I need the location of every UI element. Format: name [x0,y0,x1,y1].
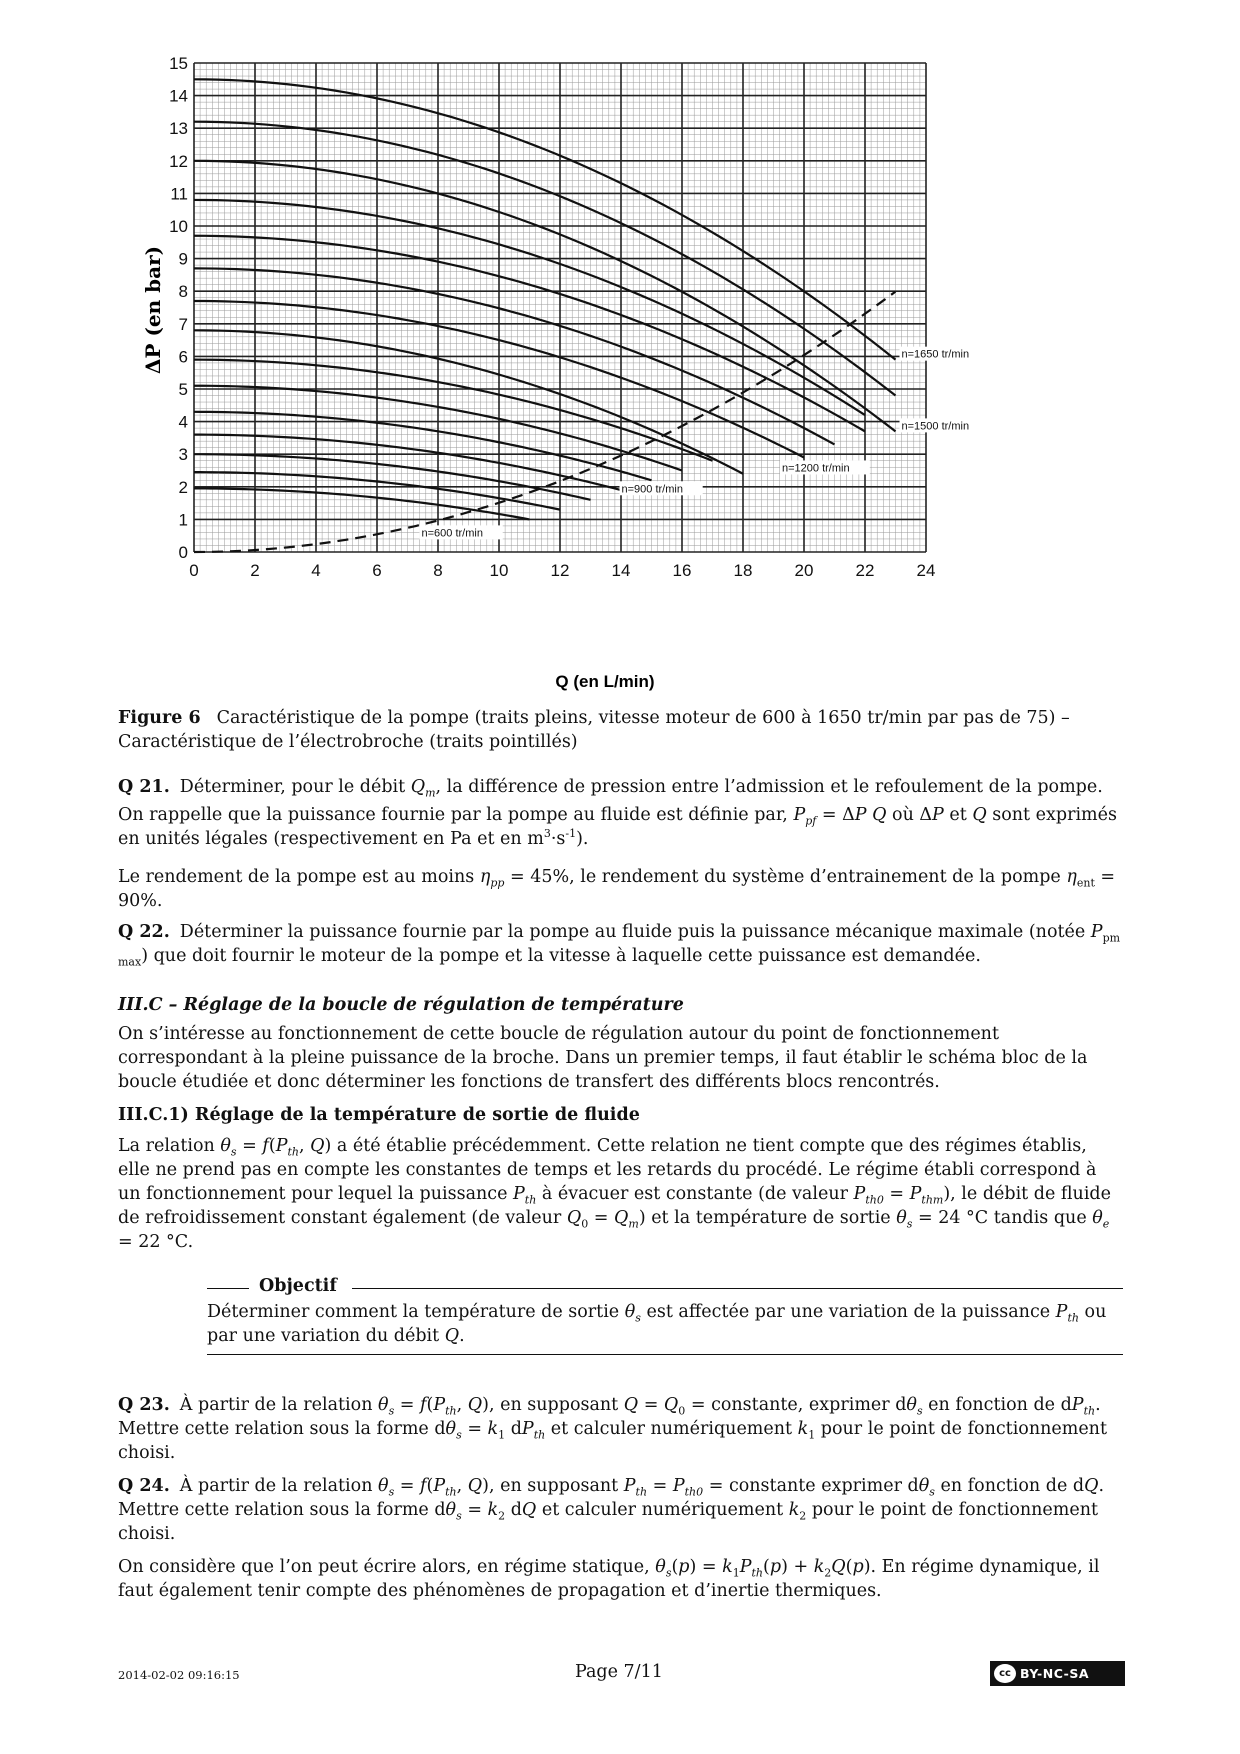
y-tick-label: 11 [170,184,188,204]
objective-text: Déterminer comment la température de sortie $\theta_s$ est affectée par une variation de la puissance $P_{th}$ ou par une variation du débit Q. [207,1300,1123,1355]
section-heading [118,993,1124,1017]
q23-text-7: pour le point de fonctionnement choisi. [118,1419,1107,1463]
q23-paragraph: Q 23. À partir de la relation $\theta_s = f(P_{th}$, Q), en supposant $Q = Q_0$ = constante, exprimer $d\theta_s$ en fonction de $dP_{th}$. Mettre cette relation sous la forme $d\theta_s = k_1$ $dP_{th}$ et calculer numériquement $k_1$ pour le point de fonctionnement choisi. [118,1395,1107,1463]
cc-license-badge [990,1661,1125,1686]
subsection-text-1: La relation [118,1136,221,1156]
x-tick-label: 12 [550,561,570,580]
x-tick-label: 0 [189,561,199,580]
subsection-text-3: à évacuer est constante (de valeur [536,1184,854,1204]
q23-text-2: , en supposant [488,1395,624,1415]
y-tick-label: 7 [178,314,188,334]
y-tick-label: 6 [178,347,188,367]
rappel-text-2: où [886,805,920,825]
rendement-paragraph: Le rendement de la pompe est au moins $\eta_{pp} = 45\%$, le rendement du système d’entrainement de la pompe $\eta_{ent} = 90\%$. [118,867,1116,911]
x-axis-ticks [189,561,935,580]
curve-label: n=900 tr/min [621,483,683,496]
q24-text-4: en fonction de [934,1476,1073,1496]
figure-caption-text: Caractéristique de la pompe (traits pleins, vitesse moteur de 600 à 1650 tr/min par pas de 75) – Caractéristique de l’électrobroche (traits pointillés) [118,708,1070,752]
q24-text-6: et calculer numériquement [536,1500,789,1520]
y-tick-label: 14 [169,86,188,106]
subsection-text-5: ) et la température de sortie [638,1208,897,1228]
y-tick-label: 10 [169,217,188,236]
subsection-heading [118,1103,1124,1127]
final-text-2: . En régime dynamique, il faut également tenir compte des phénomènes de propagation et d’inertie thermiques. [118,1557,1100,1601]
x-tick-label: 2 [250,561,260,580]
objective-text-3: ou par une variation du débit [207,1302,1107,1346]
curve-label: n=1200 tr/min [782,462,850,475]
y-tick-label: 9 [178,249,188,269]
x-tick-label: 18 [733,561,753,580]
y-tick-label: 13 [169,119,188,139]
rappel-text-6: ). [576,829,589,849]
y-tick-label: 15 [169,55,188,73]
subsection-title: III.C.1) Réglage de la température de sortie de fluide [118,1105,640,1125]
q23-text-1: À partir de la relation [179,1395,379,1415]
curve-label: n=1500 tr/min [901,420,970,433]
rendement-text-2: , le rendement du système d’entrainement de la pompe [569,867,1067,887]
y-axis-label: ΔP (en bar) [141,245,165,375]
q23-text-5: . Mettre cette relation sous la forme [118,1395,1101,1439]
subsection-text-2: a été établie précédemment. Cette relation ne tient compte que des régimes établis, elle ne prend pas en compte les constantes de temps et les retards du procédé. Le régime établi correspond à un fonctionnement pour lequel la puissance [118,1136,1097,1204]
y-tick-label: 2 [178,477,188,497]
pump-characteristic-chart [140,55,1060,695]
q21-text-2: , la différence de pression entre l’admission et le refoulement de la pompe. [435,777,1103,797]
q23-number: Q 23. [118,1395,170,1415]
objective-title: Objectif [259,1276,337,1296]
x-axis-label: Q (en L/min) [555,672,655,691]
rappel-text-1: On rappelle que la puissance fournie par la pompe au fluide est définie par, [118,805,794,825]
q23-text-3: , exprimer [797,1395,896,1415]
q24-text-5: . Mettre cette relation sous la forme [118,1476,1105,1520]
rappel-text-5: ·s [550,829,566,849]
objective-text-4: . [459,1326,465,1346]
x-tick-label: 24 [916,561,936,580]
objective-text-1: Déterminer comment la température de sortie [207,1302,625,1322]
section-intro: On s’intéresse au fonctionnement de cette boucle de régulation autour du point de fonctionnement correspondant à la pleine puissance de la broche. Dans un premier temps, il faut établir le schéma bloc de la boucle étudiée et donc déterminer les fonctions de transfert des différents blocs rencontrés. [118,1024,1088,1092]
y-tick-label: 3 [178,445,188,465]
rendement-text-1: Le rendement de la pompe est au moins [118,867,480,887]
x-tick-label: 20 [794,561,814,580]
figure-number: Figure 6 [118,708,201,728]
subsection-text-7: . [187,1232,194,1252]
subsection-text-4: ), le débit de fluide de refroidissement constant également (de valeur [118,1184,1111,1228]
q23-text-4: en fonction de [922,1395,1061,1415]
rappel-text-4: sont exprimés en unités légales (respectivement en Pa et en m [118,805,1117,849]
x-tick-label: 14 [611,561,631,580]
q24-text-1: À partir de la relation [179,1476,379,1496]
q22-text-1: Déterminer la puissance fournie par la pompe au fluide puis la puissance mécanique maximale (notée [179,922,1091,942]
y-tick-label: 0 [178,543,188,562]
cc-icon: cc [994,1664,1016,1683]
y-tick-label: 8 [178,282,188,302]
q21-number: Q 21. [118,777,170,797]
section-title: III.C – Réglage de la boucle de régulation de température [118,995,684,1015]
license-label: BY-NC-SA [1020,1666,1090,1681]
figure-caption [118,706,1124,754]
curve-label: n=1650 tr/min [901,348,970,361]
objective-box [207,1276,1123,1355]
q21-text-1: Déterminer, pour le débit [179,777,411,797]
q23-text-6: et calculer numériquement [545,1419,798,1439]
x-tick-label: 8 [433,561,443,580]
subsection-paragraph: La relation $\theta_s = f(P_{th}$, Q) a été établie précédemment. Cette relation ne tient compte que des régimes établis, elle ne prend pas en compte les constantes de temps et les retards du procédé. Le régime établi correspond à un fonctionnement pour lequel la puissance $P_{th}$ à évacuer est constante (de valeur $P_{th0} = P_{thm}$), le débit de fluide de refroidissement constant également (de valeur $Q_0 = Q_m$) et la température de sortie $\theta_s = 24$ °C tandis que $\theta_e = 22$ °C. [118,1136,1111,1252]
final-paragraph: On considère que l’on peut écrire alors, en régime statique, $\theta_s(p) = k_1P_{th}(p) + k_2Q(p)$. En régime dynamique, il faut également tenir compte des phénomènes de propagation et d’inertie thermiques. [118,1557,1100,1601]
pump-curves [194,79,896,552]
x-tick-label: 4 [311,561,321,580]
q24-text-3: exprimer [815,1476,908,1496]
q24-paragraph: Q 24. À partir de la relation $\theta_s = f(P_{th}$, Q), en supposant $P_{th} = P_{th0}$ = constante exprimer $d\theta_s$ en fonction de dQ. Mettre cette relation sous la forme $d\theta_s = k_2$ dQ et calculer numériquement $k_2$ pour le point de fonctionnement choisi. [118,1476,1105,1544]
q24-number: Q 24. [118,1476,170,1496]
final-text-1: On considère que l’on peut écrire alors, en régime statique, [118,1557,656,1577]
x-tick-label: 10 [489,561,509,580]
y-tick-label: 1 [178,510,188,530]
rappel-text-3: et [943,805,973,825]
footer-date: 2014-02-02 09:16:15 [118,1668,240,1682]
x-tick-label: 6 [372,561,382,580]
y-axis-ticks [169,55,188,562]
curve-label: n=600 tr/min [421,527,483,540]
q21-paragraph: Q 21. Déterminer, pour le débit $Q_m$, la différence de pression entre l’admission et le refoulement de la pompe. [118,777,1103,800]
q24-text-7: pour le point de fonctionnement choisi. [118,1500,1099,1544]
q22-paragraph: Q 22. Déterminer la puissance fournie par la pompe au fluide puis la puissance mécanique maximale (notée $P_{pm max}$) que doit fournir le moteur de la pompe et la vitesse à laquelle cette puissance est demandée. [118,922,1121,969]
y-tick-label: 4 [178,412,188,432]
subsection-text-6: tandis que [988,1208,1093,1228]
q24-text-2: , en supposant [488,1476,624,1496]
y-tick-label: 12 [169,151,188,171]
q22-text-2: ) que doit fournir le moteur de la pompe et la vitesse à laquelle cette puissance est demandée. [141,946,981,966]
rappel-paragraph: On rappelle que la puissance fournie par la pompe au fluide est définie par, $P_{pf} = \Delta P$ Q où ΔP et Q sont exprimés en unités légales (respectivement en Pa et en $m^3\cdot s^{-1}$). [118,805,1117,849]
page-number: Page 7/11 [575,1662,663,1682]
x-tick-label: 16 [672,561,692,580]
objective-text-2: est affectée par une variation de la puissance [640,1302,1056,1322]
y-tick-label: 5 [178,380,188,399]
rendement-text-3: . [156,891,163,911]
x-tick-label: 22 [855,561,875,580]
q22-number: Q 22. [118,922,170,942]
